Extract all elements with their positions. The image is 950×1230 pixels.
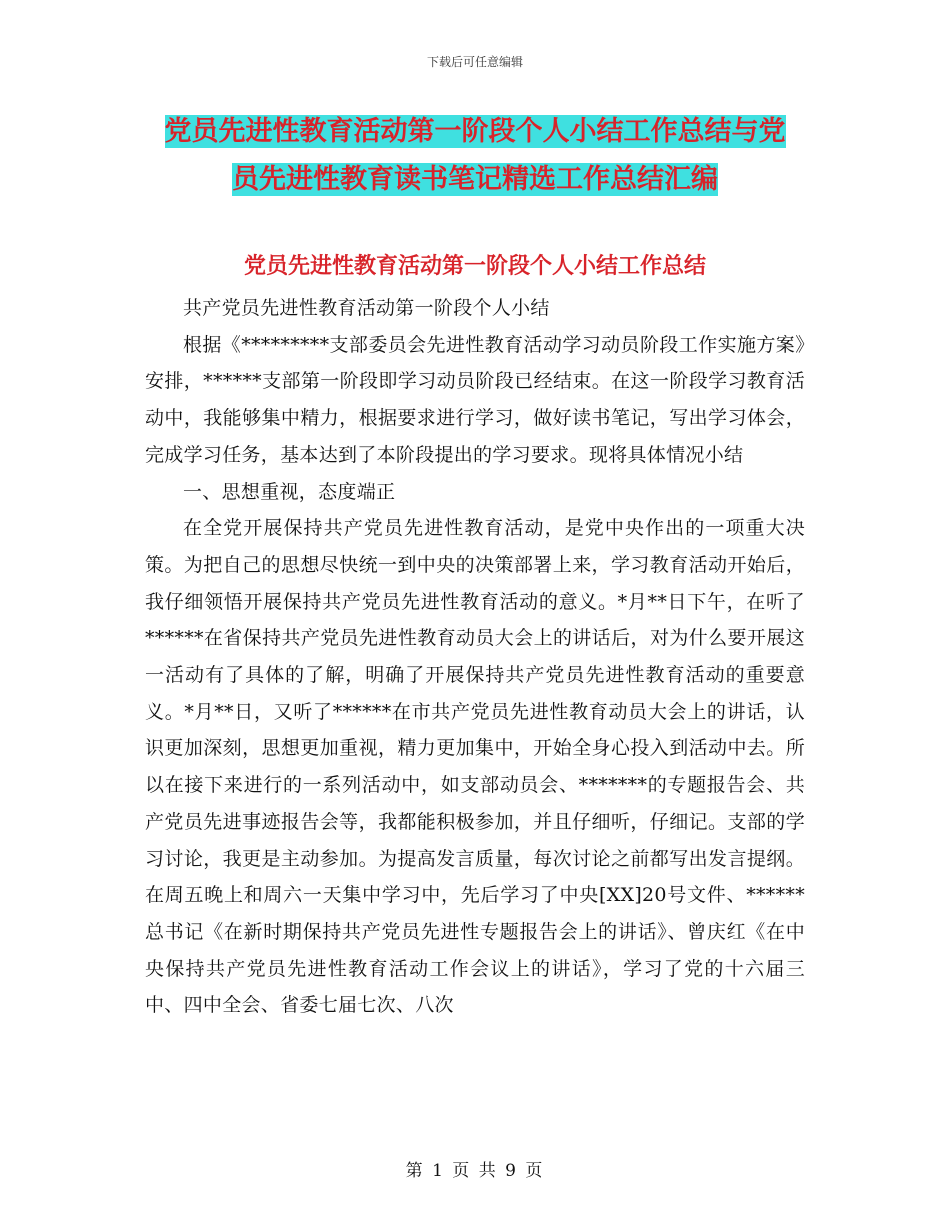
document-body — [145, 290, 805, 1024]
document-title-line-2: 员先进性教育读书笔记精选工作总结汇编 — [232, 164, 718, 195]
paragraph: 共产党员先进性教育活动第一阶段个人小结 — [183, 297, 550, 319]
paragraph: 一、思想重视，态度端正 — [183, 480, 396, 503]
paragraph: 在全党开展保持共产党员先进性教育活动，是党中央作出的一项重大决策。为把自己的思想尽快统一到中央的决策部署上来，学习教育活动开始后，我仔细领悟开展保持共产党员先进性教育活动的意义。*月**日下午，在听了******在省保持共产党员先进性教育动员大会上的讲话后，对为什么要开展这一活动有了具体的了解，明确了开展保持共产党员先进性教育活动的重要意义。*月**日，又听了******在市共产党员先进性教育动员大会上的讲话，认识更加深刻，思想更加重视，精力更加集中，开始全身心投入到活动中去。所以在接下来进行的一系列活动中，如支部动员会、*******的专题报告会、共产党员先进事迹报告会等，我都能积极参加，并且仔细听，仔细记。支部的学习讨论，我更是主动参加。为提高发言质量，每次讨论之前都写出发言提纲。在周五晚上和周六一天集中学习中，先后学习了中央[XX]20号文件、******总书记《在新时期保持共产党员先进性专题报告会上的讲话》、曾庆红《在中央保持共产党员先进性教育活动工作会议上的讲话》，学习了党的十六届三中、四中全会、省委七届七次、八次 — [145, 517, 805, 1017]
document-title-line-1: 党员先进性教育活动第一阶段个人小结工作总结与党 — [164, 116, 786, 147]
document-title — [0, 108, 950, 204]
page-footer: 第 1 页 共 9 页 — [405, 1161, 545, 1181]
paragraph: 根据《*********支部委员会先进性教育活动学习动员阶段工作实施方案》安排，******支部第一阶段即学习动员阶段已经结束。在这一阶段学习教育活动中，我能够集中精力，根据要求进行学习，做好读书笔记，写出学习体会，完成学习任务，基本达到了本阶段提出的学习要求。现将具体情况小结 — [145, 333, 805, 466]
header-note: 下载后可任意编辑 — [426, 55, 523, 69]
section-title: 党员先进性教育活动第一阶段个人小结工作总结 — [243, 254, 706, 279]
